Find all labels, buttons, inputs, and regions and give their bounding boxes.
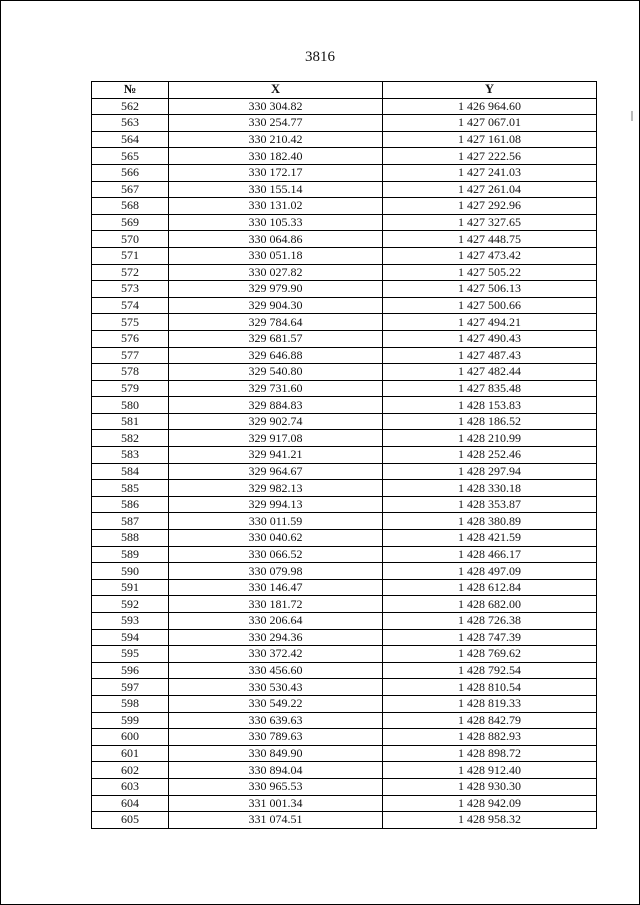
y-coordinate-cell: 1 428 769.62 [383, 646, 597, 663]
point-number-cell: 588 [92, 530, 169, 547]
x-coordinate-cell: 330 210.42 [169, 131, 383, 148]
x-coordinate-cell: 329 964.67 [169, 463, 383, 480]
y-coordinate-cell: 1 427 067.01 [383, 115, 597, 132]
table-row [92, 198, 597, 215]
table-row [92, 695, 597, 712]
x-coordinate-cell: 329 994.13 [169, 496, 383, 513]
point-number-cell: 585 [92, 480, 169, 497]
x-coordinate-cell: 330 064.86 [169, 231, 383, 248]
x-coordinate-cell: 330 789.63 [169, 729, 383, 746]
table-row [92, 281, 597, 298]
point-number-cell: 586 [92, 496, 169, 513]
point-number-cell: 577 [92, 347, 169, 364]
y-coordinate-cell: 1 427 473.42 [383, 247, 597, 264]
table-row [92, 264, 597, 281]
table-row [92, 380, 597, 397]
table-row [92, 463, 597, 480]
point-number-cell: 580 [92, 397, 169, 414]
x-coordinate-cell: 330 172.17 [169, 164, 383, 181]
table-row [92, 447, 597, 464]
point-number-cell: 567 [92, 181, 169, 198]
point-number-cell: 574 [92, 297, 169, 314]
point-number-cell: 563 [92, 115, 169, 132]
y-coordinate-cell: 1 427 292.96 [383, 198, 597, 215]
table-row [92, 148, 597, 165]
y-coordinate-cell: 1 427 161.08 [383, 131, 597, 148]
y-coordinate-cell: 1 428 842.79 [383, 712, 597, 729]
point-number-cell: 602 [92, 762, 169, 779]
x-coordinate-cell: 331 001.34 [169, 795, 383, 812]
table-row [92, 563, 597, 580]
x-coordinate-cell: 329 884.83 [169, 397, 383, 414]
table-row [92, 131, 597, 148]
point-number-cell: 572 [92, 264, 169, 281]
coordinates-table [91, 81, 597, 829]
x-coordinate-cell: 329 540.80 [169, 364, 383, 381]
y-coordinate-cell: 1 428 792.54 [383, 662, 597, 679]
x-coordinate-cell: 330 849.90 [169, 745, 383, 762]
y-coordinate-cell: 1 427 482.44 [383, 364, 597, 381]
point-number-cell: 590 [92, 563, 169, 580]
table-row [92, 397, 597, 414]
scan-mark [631, 111, 633, 121]
table-row [92, 98, 597, 115]
table-row [92, 712, 597, 729]
x-coordinate-cell: 330 894.04 [169, 762, 383, 779]
x-coordinate-cell: 329 784.64 [169, 314, 383, 331]
y-coordinate-cell: 1 428 898.72 [383, 745, 597, 762]
point-number-cell: 589 [92, 546, 169, 563]
x-coordinate-cell: 331 074.51 [169, 812, 383, 829]
x-coordinate-cell: 330 530.43 [169, 679, 383, 696]
point-number-cell: 591 [92, 579, 169, 596]
x-coordinate-cell: 330 965.53 [169, 778, 383, 795]
point-number-cell: 597 [92, 679, 169, 696]
point-number-cell: 575 [92, 314, 169, 331]
y-coordinate-cell: 1 427 222.56 [383, 148, 597, 165]
point-number-cell: 594 [92, 629, 169, 646]
y-coordinate-cell: 1 428 153.83 [383, 397, 597, 414]
x-coordinate-cell: 330 181.72 [169, 596, 383, 613]
x-coordinate-cell: 329 979.90 [169, 281, 383, 298]
point-number-cell: 596 [92, 662, 169, 679]
y-coordinate-cell: 1 427 241.03 [383, 164, 597, 181]
point-number-cell: 593 [92, 613, 169, 630]
table-row [92, 247, 597, 264]
point-number-cell: 582 [92, 430, 169, 447]
point-number-cell: 603 [92, 778, 169, 795]
table-row [92, 546, 597, 563]
point-number-cell: 569 [92, 214, 169, 231]
y-coordinate-cell: 1 428 186.52 [383, 413, 597, 430]
table-header-row [92, 82, 597, 99]
y-coordinate-cell: 1 428 682.00 [383, 596, 597, 613]
x-coordinate-cell: 330 079.98 [169, 563, 383, 580]
table-row [92, 613, 597, 630]
point-number-cell: 570 [92, 231, 169, 248]
y-coordinate-cell: 1 428 466.17 [383, 546, 597, 563]
table-row [92, 297, 597, 314]
x-coordinate-cell: 330 182.40 [169, 148, 383, 165]
y-coordinate-cell: 1 428 912.40 [383, 762, 597, 779]
x-coordinate-cell: 329 646.88 [169, 347, 383, 364]
x-coordinate-cell: 330 304.82 [169, 98, 383, 115]
point-number-cell: 571 [92, 247, 169, 264]
point-number-cell: 568 [92, 198, 169, 215]
table-row [92, 430, 597, 447]
table-row [92, 596, 597, 613]
x-coordinate-cell: 329 902.74 [169, 413, 383, 430]
y-coordinate-cell: 1 428 882.93 [383, 729, 597, 746]
table-row [92, 480, 597, 497]
table-row [92, 496, 597, 513]
point-number-cell: 573 [92, 281, 169, 298]
x-coordinate-cell: 330 027.82 [169, 264, 383, 281]
table-row [92, 778, 597, 795]
y-coordinate-cell: 1 427 448.75 [383, 231, 597, 248]
y-coordinate-cell: 1 428 210.99 [383, 430, 597, 447]
x-coordinate-cell: 329 904.30 [169, 297, 383, 314]
table-row [92, 413, 597, 430]
table-row [92, 745, 597, 762]
table-row [92, 679, 597, 696]
x-coordinate-cell: 330 639.63 [169, 712, 383, 729]
x-coordinate-cell: 330 294.36 [169, 629, 383, 646]
point-number-cell: 599 [92, 712, 169, 729]
y-coordinate-cell: 1 428 330.18 [383, 480, 597, 497]
table-row [92, 762, 597, 779]
y-coordinate-cell: 1 428 747.39 [383, 629, 597, 646]
y-coordinate-cell: 1 428 353.87 [383, 496, 597, 513]
x-coordinate-cell: 329 941.21 [169, 447, 383, 464]
table-row [92, 181, 597, 198]
point-number-cell: 564 [92, 131, 169, 148]
y-coordinate-cell: 1 427 327.65 [383, 214, 597, 231]
y-coordinate-cell: 1 428 930.30 [383, 778, 597, 795]
x-coordinate-cell: 330 105.33 [169, 214, 383, 231]
header-x: X [169, 82, 383, 99]
point-number-cell: 592 [92, 596, 169, 613]
point-number-cell: 595 [92, 646, 169, 663]
table-row [92, 330, 597, 347]
y-coordinate-cell: 1 427 490.43 [383, 330, 597, 347]
table-row [92, 530, 597, 547]
table-row [92, 646, 597, 663]
x-coordinate-cell: 330 456.60 [169, 662, 383, 679]
y-coordinate-cell: 1 428 380.89 [383, 513, 597, 530]
y-coordinate-cell: 1 428 958.32 [383, 812, 597, 829]
point-number-cell: 576 [92, 330, 169, 347]
y-coordinate-cell: 1 428 421.59 [383, 530, 597, 547]
y-coordinate-cell: 1 427 487.43 [383, 347, 597, 364]
table-row [92, 662, 597, 679]
point-number-cell: 584 [92, 463, 169, 480]
y-coordinate-cell: 1 427 835.48 [383, 380, 597, 397]
y-coordinate-cell: 1 427 494.21 [383, 314, 597, 331]
point-number-cell: 578 [92, 364, 169, 381]
table-row [92, 364, 597, 381]
x-coordinate-cell: 330 155.14 [169, 181, 383, 198]
header-y: Y [383, 82, 597, 99]
y-coordinate-cell: 1 428 612.84 [383, 579, 597, 596]
point-number-cell: 604 [92, 795, 169, 812]
point-number-cell: 587 [92, 513, 169, 530]
x-coordinate-cell: 329 917.08 [169, 430, 383, 447]
point-number-cell: 565 [92, 148, 169, 165]
x-coordinate-cell: 330 206.64 [169, 613, 383, 630]
y-coordinate-cell: 1 427 261.04 [383, 181, 597, 198]
x-coordinate-cell: 329 982.13 [169, 480, 383, 497]
table-row [92, 729, 597, 746]
y-coordinate-cell: 1 427 505.22 [383, 264, 597, 281]
point-number-cell: 601 [92, 745, 169, 762]
x-coordinate-cell: 329 681.57 [169, 330, 383, 347]
table-row [92, 579, 597, 596]
x-coordinate-cell: 329 731.60 [169, 380, 383, 397]
point-number-cell: 562 [92, 98, 169, 115]
y-coordinate-cell: 1 428 297.94 [383, 463, 597, 480]
y-coordinate-cell: 1 428 252.46 [383, 447, 597, 464]
x-coordinate-cell: 330 040.62 [169, 530, 383, 547]
x-coordinate-cell: 330 146.47 [169, 579, 383, 596]
point-number-cell: 598 [92, 695, 169, 712]
y-coordinate-cell: 1 428 726.38 [383, 613, 597, 630]
x-coordinate-cell: 330 372.42 [169, 646, 383, 663]
table-row [92, 629, 597, 646]
y-coordinate-cell: 1 426 964.60 [383, 98, 597, 115]
table-row [92, 164, 597, 181]
x-coordinate-cell: 330 549.22 [169, 695, 383, 712]
point-number-cell: 600 [92, 729, 169, 746]
point-number-cell: 579 [92, 380, 169, 397]
y-coordinate-cell: 1 428 810.54 [383, 679, 597, 696]
table-row [92, 347, 597, 364]
x-coordinate-cell: 330 254.77 [169, 115, 383, 132]
y-coordinate-cell: 1 427 500.66 [383, 297, 597, 314]
table-row [92, 231, 597, 248]
y-coordinate-cell: 1 428 942.09 [383, 795, 597, 812]
table-row [92, 513, 597, 530]
header-number: № [92, 82, 169, 99]
page-number: 3816 [305, 49, 335, 65]
point-number-cell: 566 [92, 164, 169, 181]
x-coordinate-cell: 330 131.02 [169, 198, 383, 215]
point-number-cell: 581 [92, 413, 169, 430]
table-row [92, 115, 597, 132]
point-number-cell: 605 [92, 812, 169, 829]
point-number-cell: 583 [92, 447, 169, 464]
y-coordinate-cell: 1 428 819.33 [383, 695, 597, 712]
x-coordinate-cell: 330 051.18 [169, 247, 383, 264]
x-coordinate-cell: 330 066.52 [169, 546, 383, 563]
y-coordinate-cell: 1 428 497.09 [383, 563, 597, 580]
x-coordinate-cell: 330 011.59 [169, 513, 383, 530]
table-row [92, 795, 597, 812]
table-row [92, 812, 597, 829]
table-row [92, 214, 597, 231]
table-row [92, 314, 597, 331]
table-body [92, 98, 597, 828]
y-coordinate-cell: 1 427 506.13 [383, 281, 597, 298]
